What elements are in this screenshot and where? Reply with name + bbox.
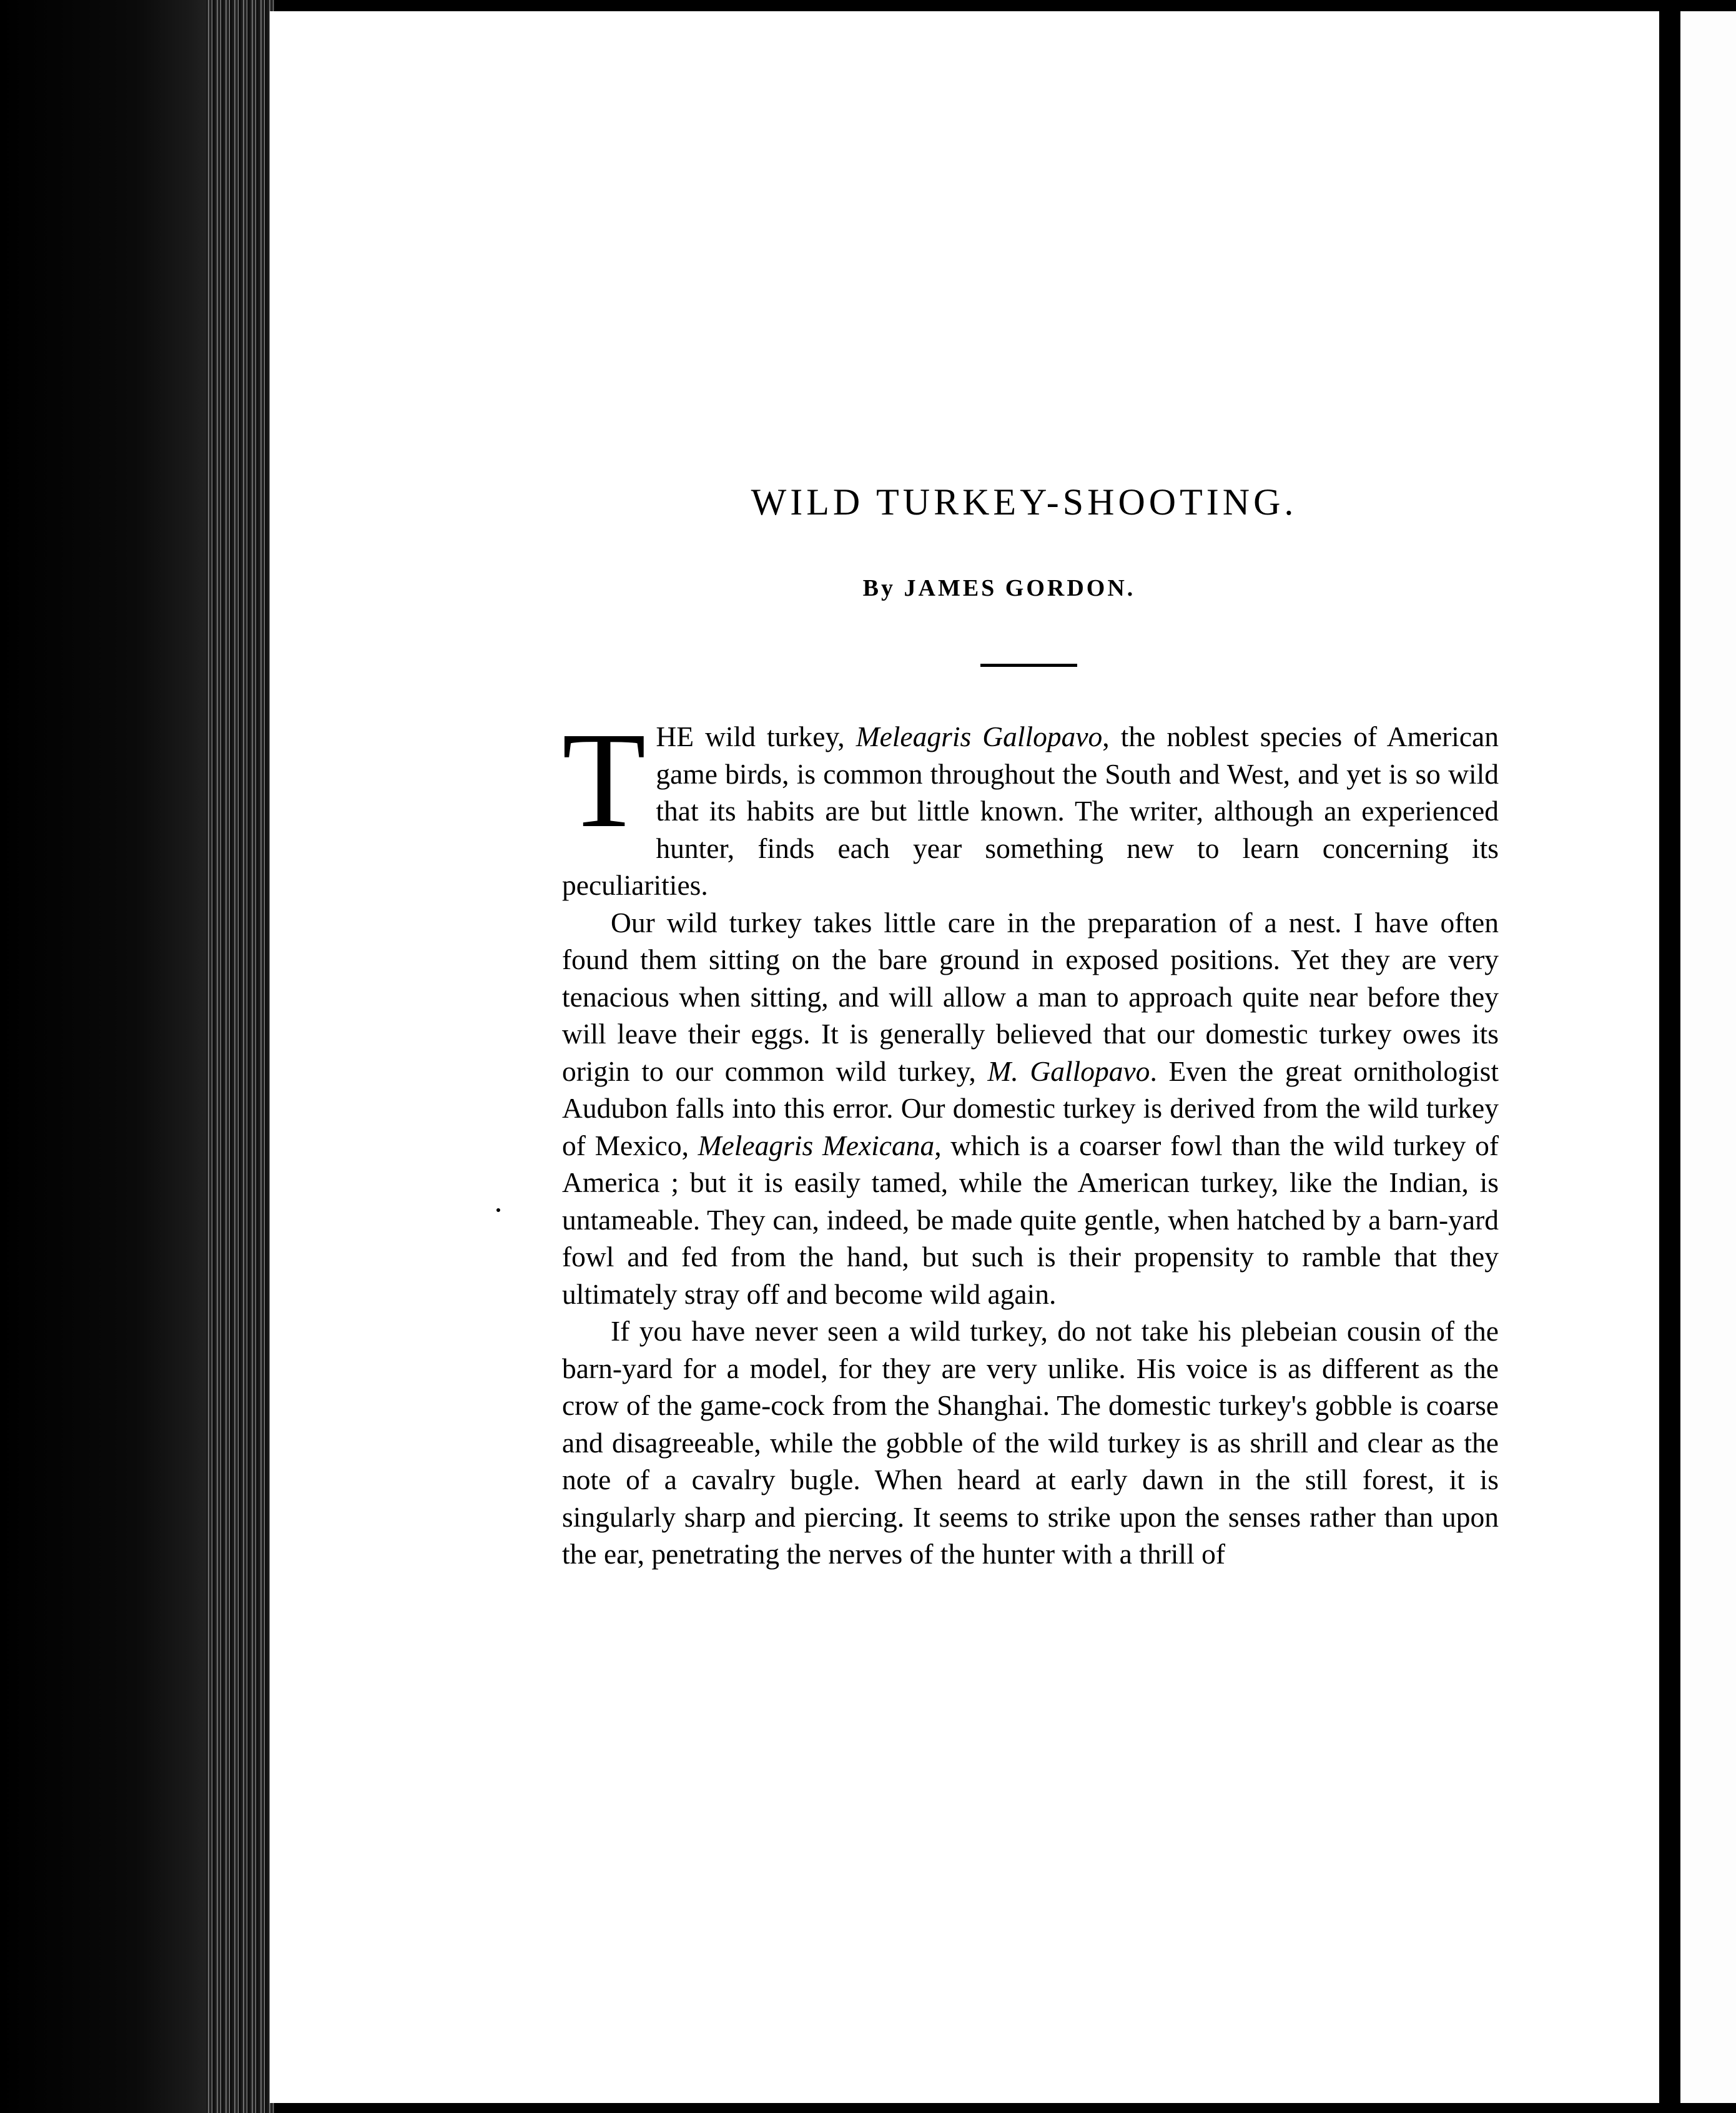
gutter-shadow <box>1659 0 1678 2113</box>
paragraph-2 <box>562 904 1499 1313</box>
book-page-edges <box>206 0 275 2113</box>
paragraph-3 <box>562 1313 1499 1573</box>
paragraph-1-species-name: Meleagris Gallopavo <box>856 721 1103 752</box>
article-body <box>562 704 1499 1573</box>
paragraph-2-text-a: Our wild turkey takes little care in the preparation of a nest. I have often found them sitting on the bare ground in exposed positions. Yet they are very tenacious when sitting, and will allow a man to approach quite near before they will leave their eggs. It is generally believed that our domestic turkey owes its origin to our common wild turkey, <box>562 906 1499 1087</box>
paragraph-1 <box>562 704 1499 904</box>
title-rule <box>980 664 1077 667</box>
scan-speck <box>496 1208 500 1212</box>
paragraph-2-text-b: . Even the great ornithologist Audubon falls into this error. Our domestic turkey is derived from the wild turkey of Mexico, <box>562 1055 1499 1161</box>
paragraph-1-text-b: , the noblest species of American game birds, is common throughout the South and West, and yet is so wild that its habits are but little known. The writer, although an experienced hunter, finds each year something new to learn concerning its peculiarities. <box>562 721 1499 901</box>
paragraph-2-species-abbrev: M. Gallopavo <box>987 1055 1150 1087</box>
paragraph-2-species-mexicana: Meleagris Mexicana <box>698 1129 935 1161</box>
article-title: WILD TURKEY-SHOOTING. <box>751 481 1298 523</box>
paragraph-2-text-c: , which is a coarser fowl than the wild turkey of America ; but it is easily tamed, while the American turkey, like the Indian, is untameable. They can, indeed, be made quite gentle, when hatched by a barn-yard fowl and fed from the hand, but such is their propensity to ramble that they ultimately stray off and become wild again. <box>562 1129 1499 1310</box>
scanner-background <box>0 0 225 2113</box>
article-byline: By JAMES GORDON. <box>862 575 1136 601</box>
drop-cap: T <box>562 704 646 856</box>
paragraph-1-text-a: HE wild turkey, <box>656 721 856 752</box>
paragraph-3-text: If you have never seen a wild turkey, do not take his plebeian cousin of the barn-yard for a model, for they are very unlike. His voice is as different as the crow of the game-cock from the Shanghai. The domestic turkey's gobble is coarse and disagreeable, while the gobble of the wild turkey is as shrill and clear as the note of a cavalry bugle. When heard at early dawn in the still forest, it is singularly sharp and piercing. It seems to strike upon the senses rather than upon the ear, penetrating the nerves of the hunter with a thrill of <box>562 1315 1499 1570</box>
facing-page-edge <box>1678 11 1736 2103</box>
